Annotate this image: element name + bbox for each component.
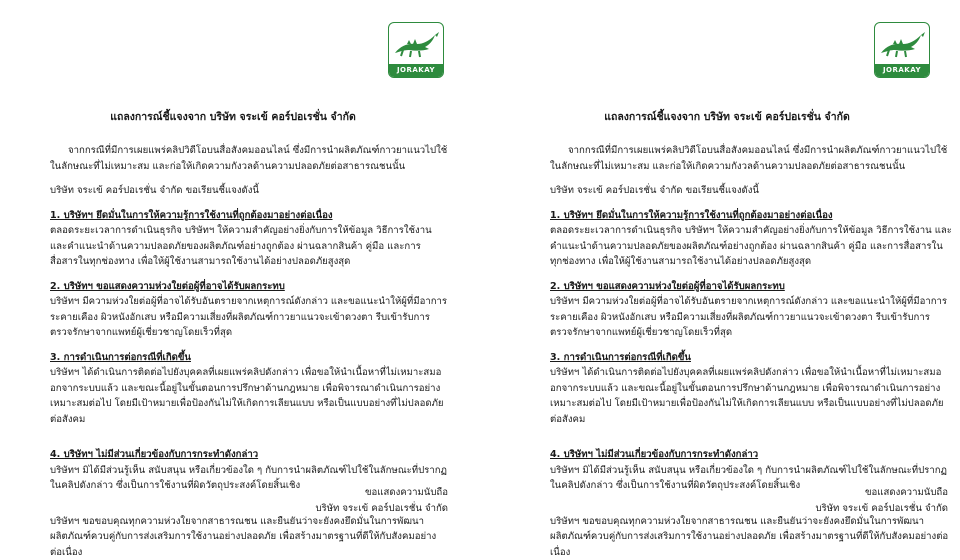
section-4-heading: 4. บริษัทฯ ไม่มีส่วนเกี่ยวข้องกับการกระทำดังกล่าว <box>50 447 448 463</box>
crocodile-icon <box>389 23 442 65</box>
section-2-body: บริษัทฯ มีความห่วงใยต่อผู้ที่อาจได้รับอันตรายจากเหตุการณ์ดังกล่าว และขอแนะนำให้ผู้ที่มีอาการระคายเคือง ผิวหนังอักเสบ หรือมีความเสี่ยงที่ผลิตภัณฑ์กาวยาแนวจะเข้าดวงตา รีบเข้ารับการตรวจรักษาจากแพทย์ผู้เชี่ยวชาญโดยเร็วที่สุด <box>50 294 448 341</box>
statement-line: บริษัท จระเข้ คอร์ปอเรชั่น จำกัด ขอเรียนชี้แจงดังนี้ <box>550 183 952 199</box>
section-1-heading: 1. บริษัทฯ ยึดมั่นในการให้ความรู้การใช้งานที่ถูกต้องมาอย่างต่อเนื่อง <box>550 208 952 224</box>
closing-paragraph: บริษัทฯ ขอขอบคุณทุกความห่วงใยจากสาธารณชน และยืนยันว่าจะยังคงยึดมั่นในการพัฒนาผลิตภัณฑ์ควบคู่กับการส่งเสริมการใช้งานอย่างปลอดภัย เพื่อสร้างมาตรฐานที่ดีให้กับสังคมอย่างต่อเนื่อง <box>50 514 448 560</box>
intro-paragraph: จากกรณีที่มีการเผยแพร่คลิปวิดีโอบนสื่อสังคมออนไลน์ ซึ่งมีการนำผลิตภัณฑ์กาวยาแนวไปใช้ในลักษณะที่ไม่เหมาะสม และก่อให้เกิดความกังวลด้านความปลอดภัยต่อสาธารณชนนั้น <box>550 143 952 174</box>
signature-closing: ขอแสดงความนับถือ <box>815 485 948 501</box>
section-1-body: ตลอดระยะเวลาการดำเนินธุรกิจ บริษัทฯ ให้ความสำคัญอย่างยิ่งกับการให้ข้อมูล วิธีการใช้งาน และคำแนะนำด้านความปลอดภัยของผลิตภัณฑ์อย่างถูกต้อง ผ่านฉลากสินค้า คู่มือ และการสื่อสารในทุกช่องทาง เพื่อให้ผู้ใช้งานสามารถใช้งานได้อย่างปลอดภัยสูงสุด <box>550 223 952 270</box>
logo-wordmark: JORAKAY <box>875 64 929 77</box>
jorakay-logo <box>874 22 930 78</box>
closing-paragraph: บริษัทฯ ขอขอบคุณทุกความห่วงใยจากสาธารณชน และยืนยันว่าจะยังคงยึดมั่นในการพัฒนาผลิตภัณฑ์ควบคู่กับการส่งเสริมการใช้งานอย่างปลอดภัย เพื่อสร้างมาตรฐานที่ดีให้กับสังคมอย่างต่อเนื่อง <box>550 514 952 560</box>
signature-company: บริษัท จระเข้ คอร์ปอเรชั่น จำกัด <box>815 501 948 517</box>
statement-line: บริษัท จระเข้ คอร์ปอเรชั่น จำกัด ขอเรียนชี้แจงดังนี้ <box>50 183 448 199</box>
section-2-body: บริษัทฯ มีความห่วงใยต่อผู้ที่อาจได้รับอันตรายจากเหตุการณ์ดังกล่าว และขอแนะนำให้ผู้ที่มีอาการระคายเคือง ผิวหนังอักเสบ หรือมีความเสี่ยงที่ผลิตภัณฑ์กาวยาแนวจะเข้าดวงตา รีบเข้ารับการตรวจรักษาจากแพทย์ผู้เชี่ยวชาญโดยเร็วที่สุด <box>550 294 952 341</box>
signature-block <box>815 485 948 516</box>
section-1-heading: 1. บริษัทฯ ยึดมั่นในการให้ความรู้การใช้งานที่ถูกต้องมาอย่างต่อเนื่อง <box>50 208 448 224</box>
section-4-heading: 4. บริษัทฯ ไม่มีส่วนเกี่ยวข้องกับการกระทำดังกล่าว <box>550 447 952 463</box>
section-3-body: บริษัทฯ ได้ดำเนินการติดต่อไปยังบุคคลที่เผยแพร่คลิปดังกล่าว เพื่อขอให้นำเนื้อหาที่ไม่เหมาะสมออกจากระบบแล้ว และขณะนี้อยู่ในขั้นตอนการปรึกษาด้านกฎหมาย เพื่อพิจารณาดำเนินการอย่างเหมาะสมต่อไป โดยมีเป้าหมายเพื่อป้องกันไม่ให้เกิดการเลียนแบบ หรือเป็นแบบอย่างที่ไม่ปลอดภัยต่อสังคม <box>550 365 952 427</box>
signature-block <box>315 485 448 516</box>
intro-paragraph: จากกรณีที่มีการเผยแพร่คลิปวิดีโอบนสื่อสังคมออนไลน์ ซึ่งมีการนำผลิตภัณฑ์กาวยาแนวไปใช้ในลักษณะที่ไม่เหมาะสม และก่อให้เกิดความกังวลด้านความปลอดภัยต่อสาธารณชนนั้น <box>50 143 448 174</box>
logo-wordmark: JORAKAY <box>389 64 443 77</box>
section-3-heading: 3. การดำเนินการต่อกรณีที่เกิดขึ้น <box>50 350 448 366</box>
document-page-left <box>0 0 466 540</box>
document-page-right <box>494 0 960 540</box>
crocodile-icon <box>875 23 928 65</box>
section-3-body: บริษัทฯ ได้ดำเนินการติดต่อไปยังบุคคลที่เผยแพร่คลิปดังกล่าว เพื่อขอให้นำเนื้อหาที่ไม่เหมาะสมออกจากระบบแล้ว และขณะนี้อยู่ในขั้นตอนการปรึกษาด้านกฎหมาย เพื่อพิจารณาดำเนินการอย่างเหมาะสมต่อไป โดยมีเป้าหมายเพื่อป้องกันไม่ให้เกิดการเลียนแบบ หรือเป็นแบบอย่างที่ไม่ปลอดภัยต่อสังคม <box>50 365 448 427</box>
section-4-body: บริษัทฯ มิได้มีส่วนรู้เห็น สนับสนุน หรือเกี่ยวข้องใด ๆ กับการนำผลิตภัณฑ์ไปใช้ในลักษณะที่ปรากฏในคลิปดังกล่าว ซึ่งเป็นการใช้งานที่ผิดวัตถุประสงค์โดยสิ้นเชิง <box>550 463 952 494</box>
jorakay-logo <box>388 22 444 78</box>
signature-company: บริษัท จระเข้ คอร์ปอเรชั่น จำกัด <box>315 501 448 517</box>
section-2-heading: 2. บริษัทฯ ขอแสดงความห่วงใยต่อผู้ที่อาจได้รับผลกระทบ <box>50 279 448 295</box>
signature-closing: ขอแสดงความนับถือ <box>315 485 448 501</box>
section-4-body: บริษัทฯ มิได้มีส่วนรู้เห็น สนับสนุน หรือเกี่ยวข้องใด ๆ กับการนำผลิตภัณฑ์ไปใช้ในลักษณะที่ปรากฏในคลิปดังกล่าว ซึ่งเป็นการใช้งานที่ผิดวัตถุประสงค์โดยสิ้นเชิง <box>50 463 448 494</box>
section-3-heading: 3. การดำเนินการต่อกรณีที่เกิดขึ้น <box>550 350 952 366</box>
document-title: แถลงการณ์ชี้แจงจาก บริษัท จระเข้ คอร์ปอเรชั่น จำกัด <box>494 108 960 125</box>
document-title: แถลงการณ์ชี้แจงจาก บริษัท จระเข้ คอร์ปอเรชั่น จำกัด <box>0 108 466 125</box>
section-1-body: ตลอดระยะเวลาการดำเนินธุรกิจ บริษัทฯ ให้ความสำคัญอย่างยิ่งกับการให้ข้อมูล วิธีการใช้งาน และคำแนะนำด้านความปลอดภัยของผลิตภัณฑ์อย่างถูกต้อง ผ่านฉลากสินค้า คู่มือ และการสื่อสารในทุกช่องทาง เพื่อให้ผู้ใช้งานสามารถใช้งานได้อย่างปลอดภัยสูงสุด <box>50 223 448 270</box>
section-2-heading: 2. บริษัทฯ ขอแสดงความห่วงใยต่อผู้ที่อาจได้รับผลกระทบ <box>550 279 952 295</box>
